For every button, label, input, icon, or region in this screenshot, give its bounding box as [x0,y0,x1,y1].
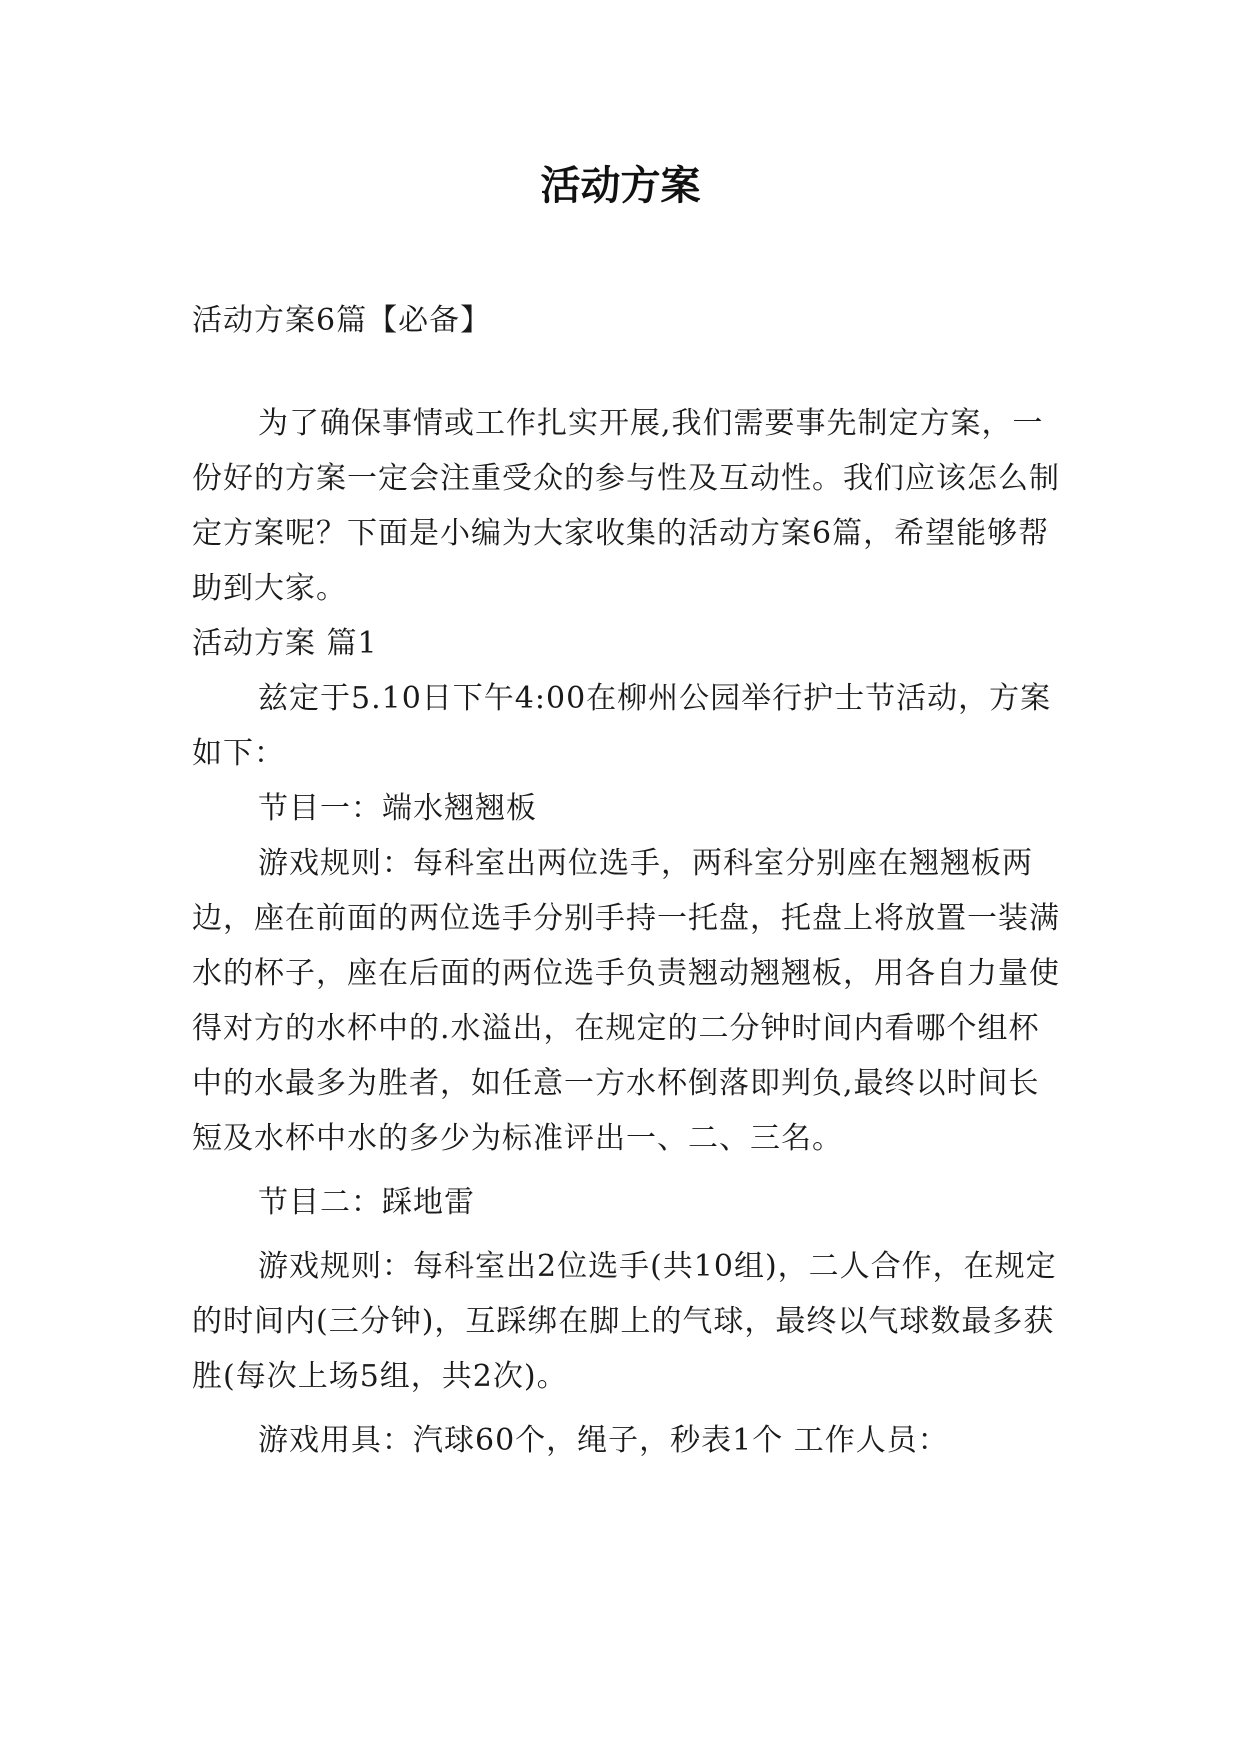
section-heading: 活动方案 篇1 [192,626,378,661]
spacer [192,1230,1062,1239]
spacer [192,1404,1062,1413]
document-body [192,293,1062,1468]
spacer [192,1166,1062,1175]
program-title: 节目二：踩地雷 [258,1185,475,1220]
spacer [192,348,1062,396]
intro-paragraph: 为了确保事情或工作扎实开展,我们需要事先制定方案，一份好的方案一定会注重受众的参与性及互动性。我们应该怎么制定方案呢？下面是小编为大家收集的活动方案6篇，希望能够帮助到大家。 [192,406,1060,606]
page-title: 活动方案 [540,163,701,209]
tools-paragraph: 游戏用具：汽球60个，绳子，秒表1个 工作人员： [258,1423,949,1458]
rules-paragraph: 游戏规则：每科室出两位选手，两科室分别座在翘翘板两边，座在前面的两位选手分别手持一托盘，托盘上将放置一装满水的杯子，座在后面的两位选手负责翘动翘翘板，用各自力量使得对方的水杯中的.水溢出，在规定的二分钟时间内看哪个组杯中的水最多为胜者，如任意一方水杯倒落即判负,最终以时间长短及水杯中水的多少为标准评出一、二、三名。 [192,846,1060,1156]
program-title: 节目一：端水翘翘板 [258,791,537,826]
rules-paragraph: 游戏规则：每科室出2位选手(共10组)，二人合作，在规定的时间内(三分钟)，互踩绑在脚上的气球，最终以气球数最多获胜(每次上场5组，共2次)。 [192,1249,1057,1394]
notice-paragraph: 兹定于5.10日下午4:00在柳州公园举行护士节活动，方案如下： [192,681,1052,771]
document-subtitle: 活动方案6篇【必备】 [192,303,492,338]
